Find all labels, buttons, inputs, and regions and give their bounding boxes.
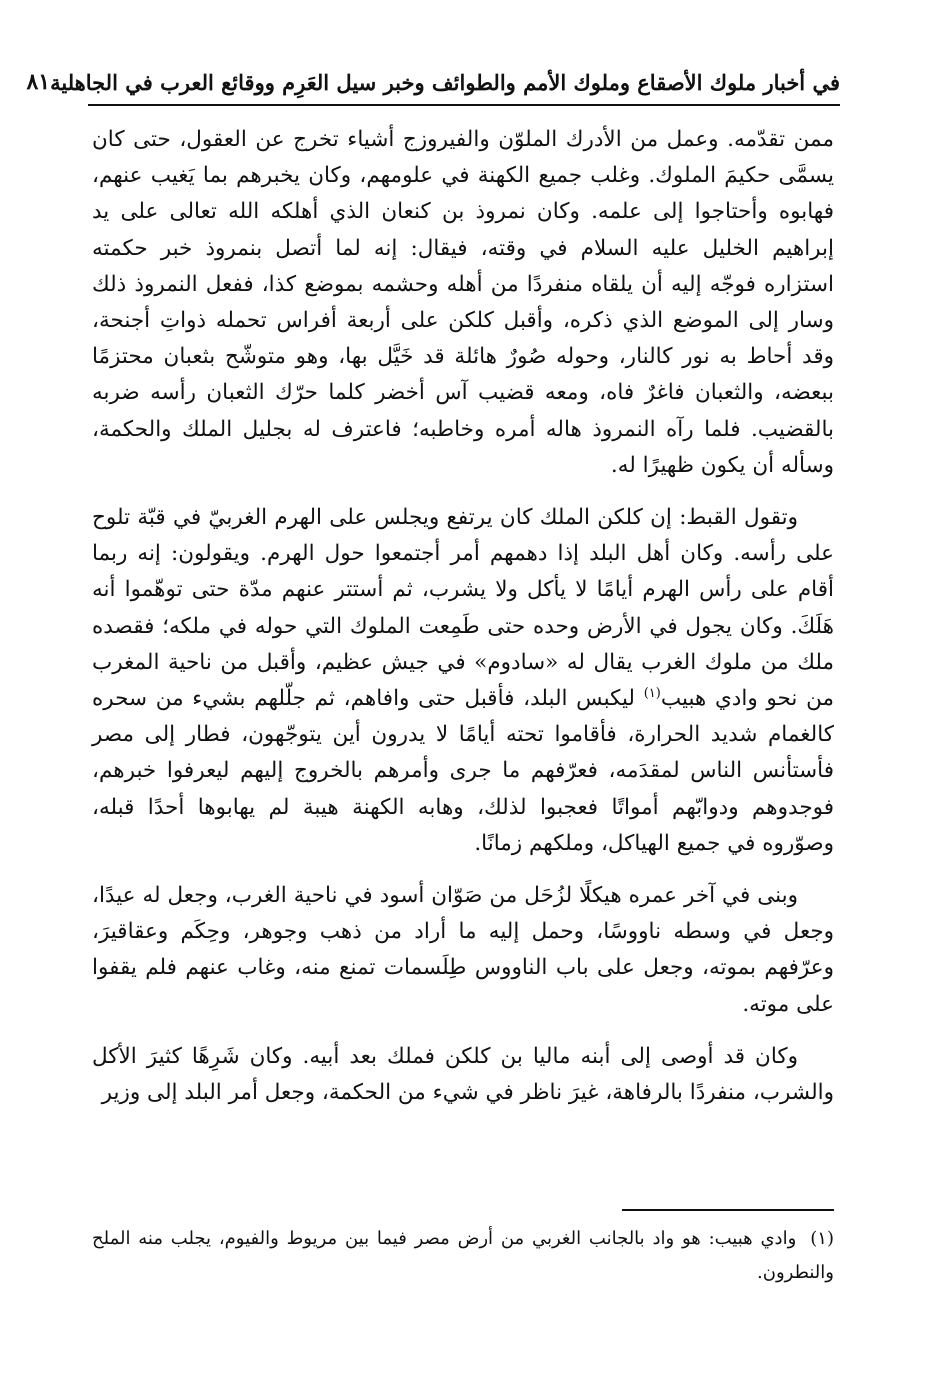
paragraph-3: وبنى في آخر عمره هيكلًا لزُحَل من صَوّان أسود في ناحية الغرب، وجعل له عيدًا، وجعل في وسطه ناووسًا، وحمل إليه ما أراد من ذهب وجوهر، وحِكَم وعقاقيرَ، وعرّفهم بموته، وجعل على باب الناووس طِلَسمات تمنع منه، وغاب عنهم فلم يقفوا على موته.	[92, 883, 834, 1017]
footnote-separator	[622, 1209, 834, 1211]
paragraph-2-text: وتقول القبط: إن كلكن الملك كان يرتفع ويجلس على الهرم الغربيّ في قبّة تلوح على رأسه. وكان أهل البلد إذا دهمهم أمر أجتمعوا حول الهرم. ويقولون: إنه ربما أقام على رأس الهرم أيامًا لا يأكل ولا يشرب، ثم أستتر عنهم مدّة حتى توهّموا أنه هَلَكَ. وكان يجول في الأرض وحده حتى طَمِعت الملوك التي حوله في ملكه؛ فقصده ملك من ملوك الغرب يقال له «سادوم» في جيش عظيم، وأقبل من ناحية المغرب من نحو وادي هبيب	[92, 505, 834, 712]
body-text	[92, 122, 834, 1111]
running-header	[26, 60, 840, 106]
page-number: ٨١	[26, 69, 51, 95]
footnote-number: (١)	[810, 1228, 834, 1249]
footnote-marker[interactable]: (١)	[643, 685, 661, 701]
paragraph-2-continuation: ليكبس البلد، فأقبل حتى وافاهم، ثم جلّلهم بشيء من سحره كالغمام شديد الحرارة، فأقاموا تحته أيامًا لا يدرون أين يتوجّهون، فطار إلى مصر فأستأنس الناس لمقدَمه، فعرّفهم ما جرى وأمرهم بالخروج إليهم ليعرفوا خبرهم، فوجدوهم ودوابّهم أمواتًا فعجبوا لذلك، وهابه الكهنة هيبة لم يهابوها أحدًا قبله، وصوّروه في جميع الهياكل، وملكهم زمانًا.	[92, 686, 834, 856]
paragraph-4: وكان قد أوصى إلى أبنه ماليا بن كلكن فملك بعد أبيه. وكان شَرِهًا كثيرَ الأكل والشرب، منفردًا بالرفاهة، غيرَ ناظر في شيء من الحكمة، وجعل أمر البلد إلى وزير	[92, 1043, 834, 1106]
footnote-text: وادي هبيب: هو واد بالجانب الغربي من أرض مصر فيما بين مريوط والفيوم، يجلب منه الملح والنطرون.	[92, 1228, 834, 1283]
header-title: في أخبار ملوك الأصقاع وملوك الأمم والطوائف وخبر سيل العَرِم ووقائع العرب في الجاهلية	[50, 69, 840, 95]
paragraph-2	[92, 500, 834, 862]
paragraph-1: ممن تقدّمه. وعمل من الأدرك الملوّن والفيروزج أشياء تخرج عن العقول، حتى كان يسمَّى حكيمَ الملوك. وغلب جميع الكهنة في علومهم، وكان يخبرهم بما يَغيب عنهم، فهابوه وأحتاجوا إلى علمه. وكان نمروذ بن كنعان الذي أهلكه الله تعالى على يد إبراهيم الخليل عليه السلام في وقته، فيقال: إنه لما أتصل بنمروذ خبر حكمته استزاره فوجّه إليه أن يلقاه منفردًا من أهله وحشمه بموضع كذا، ففعل النمروذ ذلك وسار إلى الموضع الذي ذكره، وأقبل كلكن على أربعة أفراس تحمله ذواتِ أجنحة، وقد أحاط به نور كالنار، وحوله صُورٌ هائلة قد خَيَّل بها، وهو متوشّح بثعبان محتزمًا ببعضه، والثعبان فاغرٌ فاه، ومعه قضيب آس أخضر كلما حرّك الثعبان رأسه ضربه بالقضيب. فلما رآه النمروذ هاله أمره وخاطبه؛ فاعترف له بجليل الملك والحكمة، وسأله أن يكون ظهيرًا له.	[92, 127, 834, 478]
footnote	[92, 1222, 834, 1290]
